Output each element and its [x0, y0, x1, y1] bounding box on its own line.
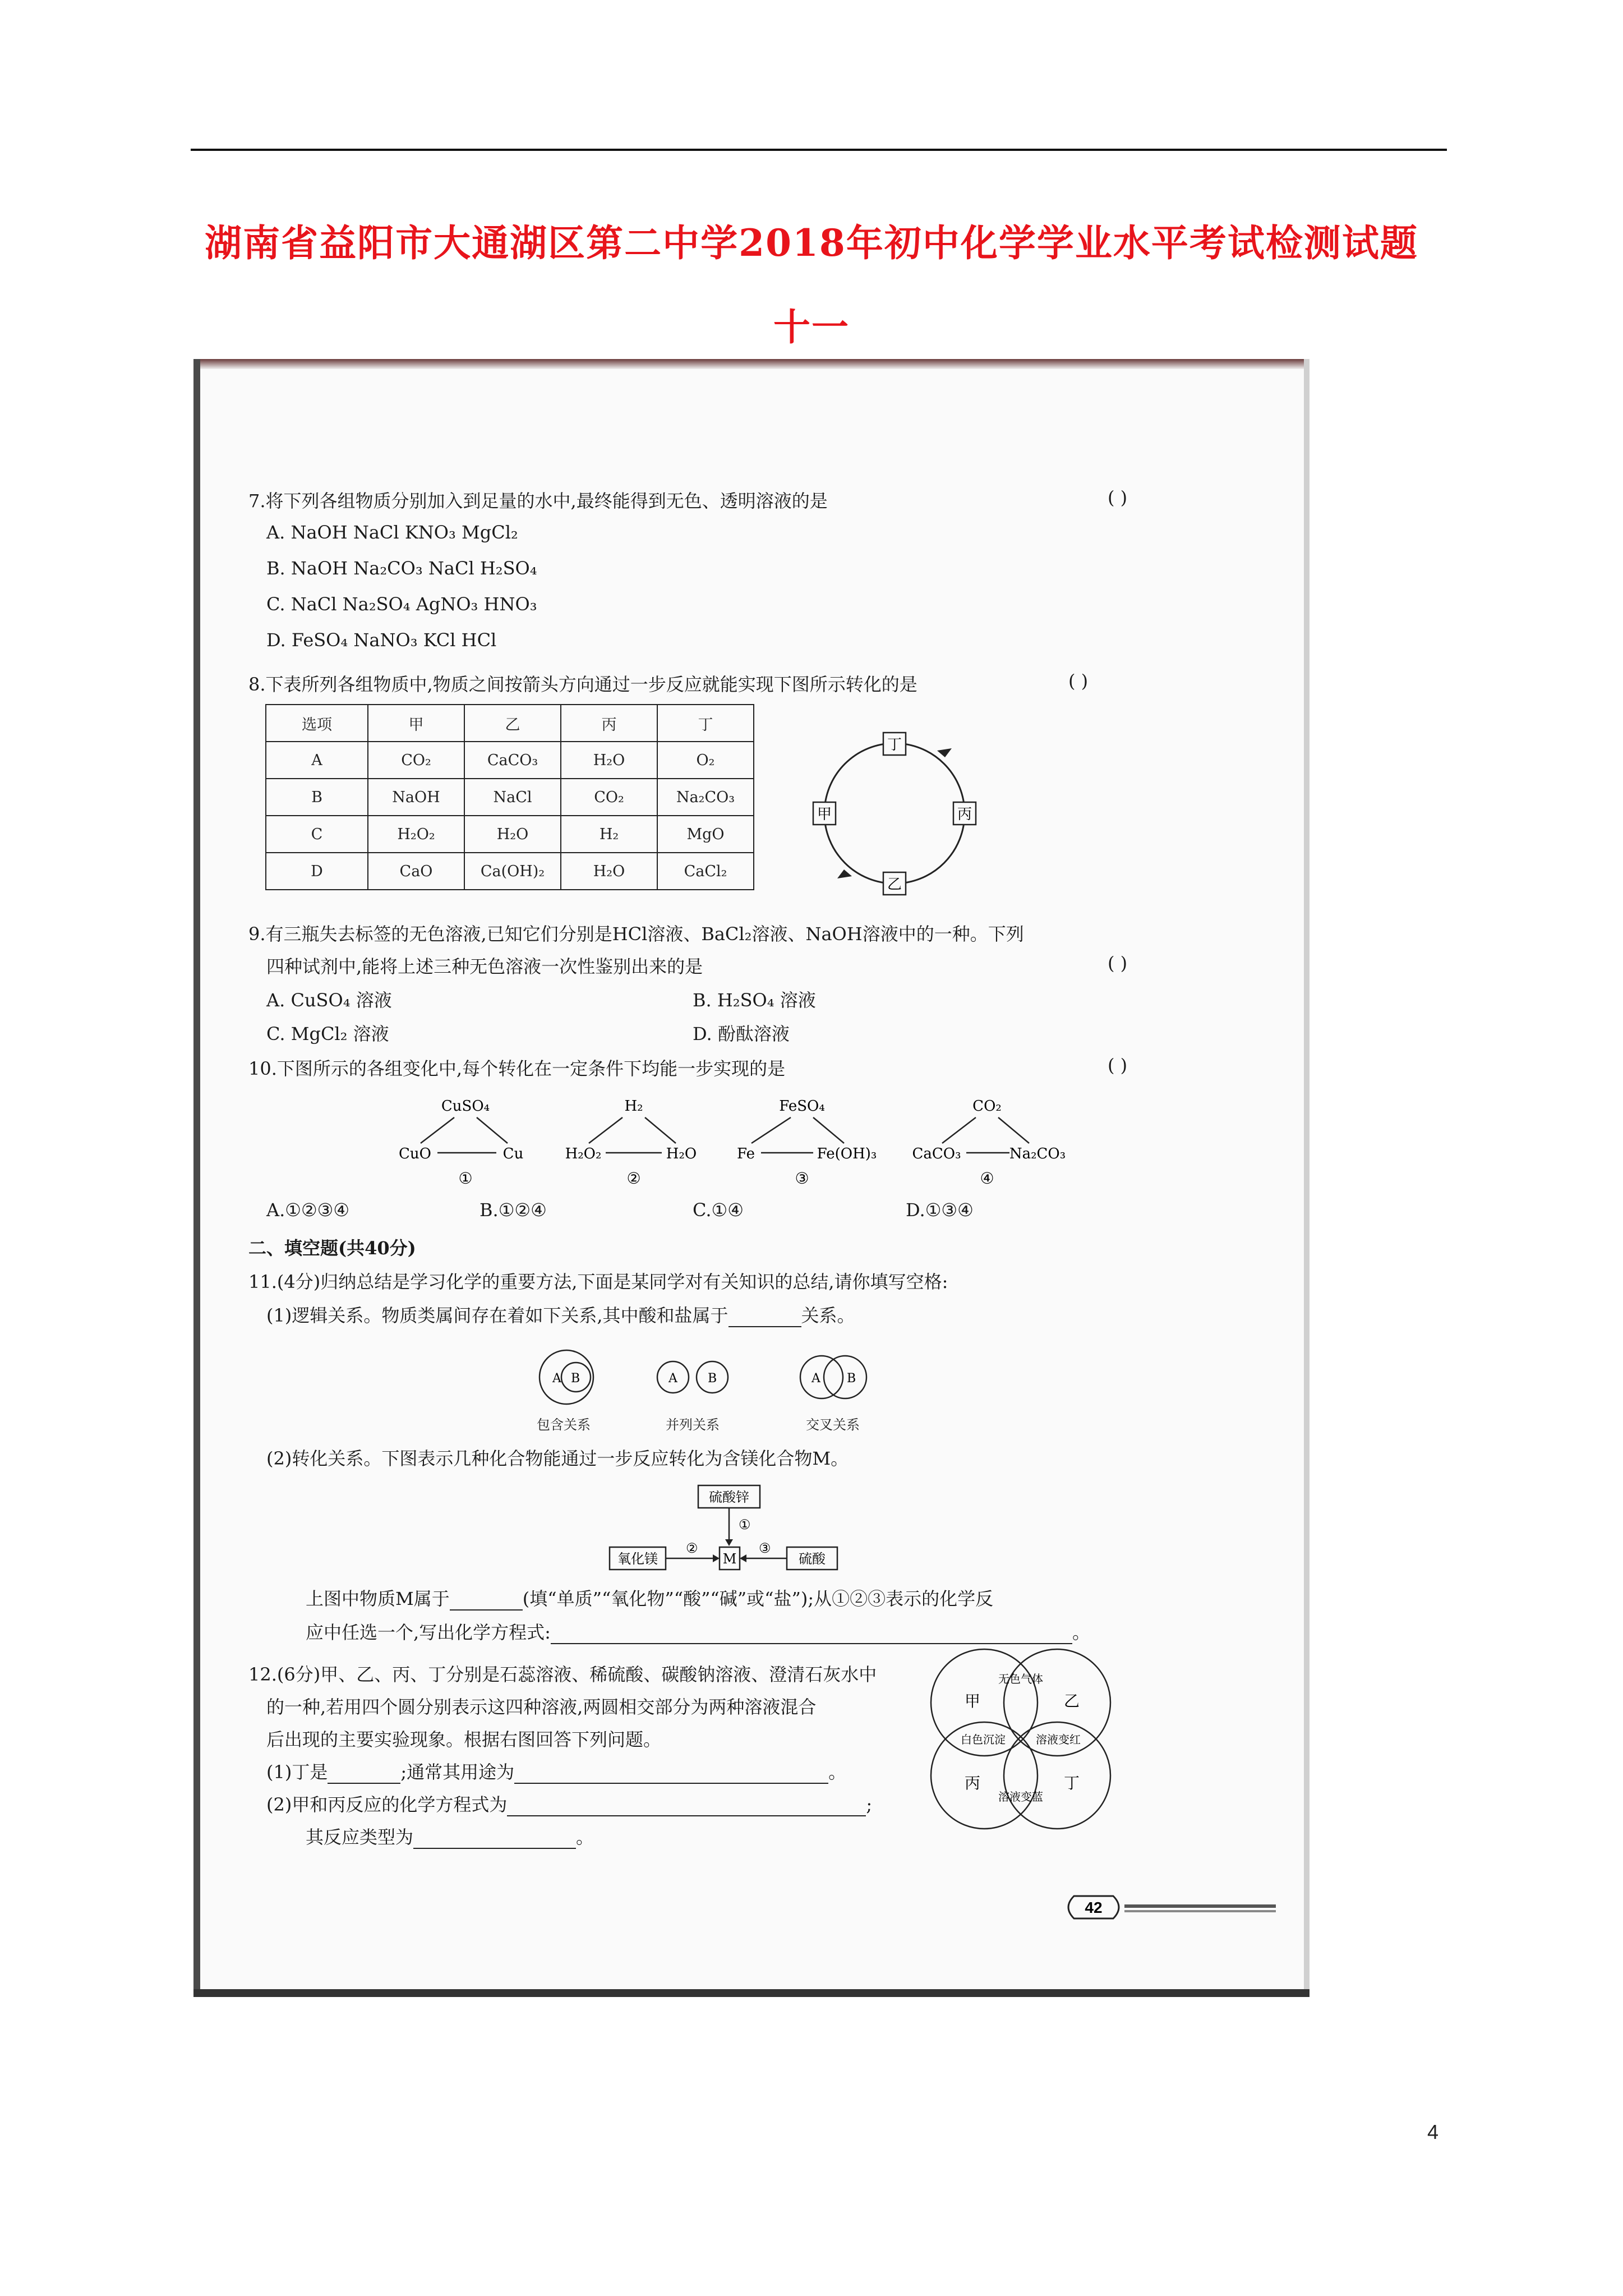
- rxn4-right: Na₂CO₃: [1009, 1145, 1066, 1162]
- table-cell: CO₂: [368, 742, 464, 779]
- q11-blank-1[interactable]: [728, 1305, 801, 1327]
- venn-inclusion: [519, 1346, 620, 1408]
- flow-label-top: 硫酸锌: [709, 1489, 749, 1505]
- cycle-label-right: 丙: [957, 806, 972, 823]
- cycle-label-bottom: 乙: [887, 876, 902, 893]
- page-number: 4: [1427, 2120, 1439, 2143]
- table-cell: H₂O: [561, 853, 657, 890]
- arrow-line: [477, 1117, 508, 1143]
- table-cell: H₂O: [464, 816, 561, 853]
- q8-table: [265, 704, 754, 890]
- rxn3-left: Fe: [736, 1145, 755, 1162]
- rxn3-right: Fe(OH)₃: [817, 1145, 877, 1162]
- rxn2-top: H₂: [624, 1098, 643, 1115]
- rxn2-number: ②: [626, 1169, 641, 1188]
- table-cell: CaCO₃: [464, 742, 561, 779]
- venn-overlap-top: 无色气体: [998, 1672, 1043, 1686]
- table-header-cell: 乙: [464, 705, 561, 742]
- table-cell: CaCl₂: [657, 853, 754, 890]
- table-cell: CO₂: [561, 779, 657, 816]
- header-rule: [191, 149, 1447, 151]
- venn-caption-parallel: 并列关系: [666, 1417, 720, 1433]
- q11-part3: [306, 1585, 993, 1611]
- q9-stem-cont: 四种试剂中,能将上述三种无色溶液一次性鉴别出来的是: [266, 956, 703, 977]
- table-cell: D: [266, 853, 368, 890]
- venn-overlap-right: 溶液变红: [1036, 1733, 1081, 1746]
- venn-intersection: [782, 1346, 883, 1408]
- q10-option-c: C.①④: [693, 1199, 744, 1221]
- q11-part1-text: (1)逻辑关系。物质类属间存在着如下关系,其中酸和盐属于: [266, 1305, 728, 1326]
- venn-circle: [540, 1350, 593, 1404]
- table-header-cell: 选项: [266, 705, 368, 742]
- venn-overlap-left: 白色沉淀: [961, 1733, 1006, 1746]
- page-badge-stripe: [1124, 1904, 1276, 1908]
- q12-blank-2[interactable]: [514, 1761, 828, 1784]
- page-title-number: 十一: [773, 305, 850, 349]
- table-cell: NaCl: [464, 779, 561, 816]
- q11-blank-2[interactable]: [450, 1588, 523, 1611]
- venn-label-jia: 甲: [965, 1692, 981, 1710]
- venn-circle: [824, 1356, 866, 1398]
- table-cell: H₂O₂: [368, 816, 464, 853]
- arrow-head: [725, 1539, 733, 1546]
- arrow-line: [751, 1117, 791, 1143]
- arrow-head: [740, 1554, 746, 1562]
- q8-answer-paren: ( ): [1068, 670, 1089, 692]
- arrow-line: [421, 1117, 454, 1143]
- rxn4-left: CaCO₃: [912, 1145, 961, 1162]
- table-cell: B: [266, 779, 368, 816]
- q12-venn-diagram: [917, 1638, 1124, 1846]
- flow-label-left: 氧化镁: [617, 1551, 658, 1567]
- q10-option-a: A.①②③④: [266, 1199, 350, 1221]
- table-cell: Na₂CO₃: [657, 779, 754, 816]
- venn-label-a: A: [668, 1372, 677, 1386]
- rxn1-right: Cu: [502, 1145, 524, 1162]
- scan-edge-left: [193, 359, 200, 1997]
- venn-caption-inclusion: 包含关系: [537, 1417, 591, 1433]
- q10-stem: 10.下图所示的各组变化中,每个转化在一定条件下均能一步实现的是: [248, 1058, 786, 1079]
- q7-stem: 7.将下列各组物质分别加入到足量的水中,最终能得到无色、透明溶液的是: [248, 490, 828, 512]
- arrow-line: [645, 1117, 676, 1143]
- q12-part1-tail: 。: [828, 1761, 847, 1783]
- arrow-line: [942, 1117, 976, 1143]
- q11-part1: [266, 1301, 855, 1327]
- venn-label-bing: 丙: [965, 1774, 981, 1792]
- q9-option-c: C. MgCl₂ 溶液: [266, 1023, 389, 1045]
- table-cell: C: [266, 816, 368, 853]
- q9-option-d: D. 酚酞溶液: [693, 1023, 790, 1045]
- q7-option-c: C. NaCl Na₂SO₄ AgNO₃ HNO₃: [266, 593, 537, 615]
- q10-reaction-2: [552, 1094, 721, 1189]
- scanned-page: [193, 359, 1310, 1997]
- q11-part3-tail: (填“单质”“氧化物”“酸”“碱”或“盐”);从①②③表示的化学反: [522, 1588, 994, 1609]
- q8-stem: 8.下表所列各组物质中,物质之间按箭头方向通过一步反应就能实现下图所示转化的是: [248, 674, 917, 695]
- cycle-label-top: 丁: [887, 737, 902, 753]
- q12-part2-tail: ;: [866, 1794, 873, 1815]
- q10-option-b: B.①②④: [479, 1199, 547, 1221]
- q7-option-b: B. NaOH Na₂CO₃ NaCl H₂SO₄: [266, 558, 537, 579]
- arrow-head: [937, 748, 952, 757]
- table-cell: H₂O: [561, 742, 657, 779]
- table-cell: O₂: [657, 742, 754, 779]
- venn-label-a: A: [552, 1372, 561, 1386]
- rxn4-number: ④: [980, 1169, 994, 1188]
- table-cell: H₂: [561, 816, 657, 853]
- q12-part3-text: 其反应类型为: [306, 1826, 414, 1848]
- q11-part4-tail: 。: [1072, 1622, 1090, 1643]
- rxn1-top: CuSO₄: [441, 1098, 490, 1115]
- q10-option-d: D.①③④: [906, 1199, 974, 1221]
- table-cell: NaOH: [368, 779, 464, 816]
- q10-reaction-3: [721, 1094, 889, 1189]
- table-row: [266, 779, 754, 816]
- cycle-label-left: 甲: [817, 806, 832, 823]
- rxn4-top: CO₂: [972, 1098, 1002, 1115]
- rxn1-number: ①: [458, 1169, 473, 1188]
- q12-line-2: 的一种,若用四个圆分别表示这四种溶液,两圆相交部分为两种溶液混合: [266, 1696, 817, 1718]
- venn-parallel: [642, 1346, 743, 1408]
- rxn3-number: ③: [795, 1169, 809, 1188]
- q12-line-3: 后出现的主要实验现象。根据右图回答下列问题。: [266, 1729, 662, 1750]
- table-cell: Ca(OH)₂: [464, 853, 561, 890]
- q12-part3-tail: 。: [576, 1826, 594, 1848]
- arrow-head: [837, 869, 852, 878]
- q9-stem: 9.有三瓶失去标签的无色溶液,已知它们分别是HCl溶液、BaCl₂溶液、NaOH溶液中的一种。下列: [248, 923, 1024, 945]
- q12-part1-text: (1)丁是: [266, 1761, 328, 1783]
- q11-part3-text: 上图中物质M属于: [306, 1588, 450, 1609]
- rxn2-right: H₂O: [666, 1145, 697, 1162]
- table-header-cell: 丁: [657, 705, 754, 742]
- scan-page-number: 42: [1085, 1899, 1103, 1916]
- arrow-line: [813, 1117, 844, 1143]
- q12-part1-mid: ;通常其用途为: [400, 1761, 515, 1783]
- q10-answer-paren: ( ): [1108, 1055, 1128, 1076]
- table-cell: A: [266, 742, 368, 779]
- venn-label-yi: 乙: [1064, 1692, 1080, 1710]
- venn-label-ding: 丁: [1064, 1774, 1080, 1792]
- flow-number-2: ②: [686, 1540, 698, 1556]
- q9-option-b: B. H₂SO₄ 溶液: [693, 990, 816, 1011]
- q12-blank-4[interactable]: [413, 1826, 576, 1849]
- q11-flow-diagram: [608, 1481, 844, 1576]
- table-header-row: [266, 705, 754, 742]
- page-badge-stripe: [1124, 1910, 1276, 1912]
- scan-page-badge: [1057, 1893, 1281, 1921]
- q12-part2: [266, 1791, 872, 1816]
- q12-part2-text: (2)甲和丙反应的化学方程式为: [266, 1794, 508, 1815]
- flow-label-right: 硫酸: [799, 1551, 826, 1567]
- flow-label-center: M: [722, 1551, 737, 1567]
- flow-number-3: ③: [759, 1540, 771, 1556]
- q12-blank-1[interactable]: [328, 1761, 400, 1784]
- q10-reaction-4: [906, 1094, 1074, 1189]
- q7-answer-paren: ( ): [1108, 487, 1128, 508]
- q12-part3: [306, 1823, 594, 1849]
- table-cell: MgO: [657, 816, 754, 853]
- venn-label-b: B: [708, 1372, 717, 1386]
- q11-stem: 11.(4分)归纳总结是学习化学的重要方法,下面是某同学对有关知识的总结,请你填写空格:: [248, 1271, 948, 1292]
- venn-label-b: B: [571, 1372, 580, 1386]
- table-row: [266, 816, 754, 853]
- table-row: [266, 853, 754, 890]
- q12-part1: [266, 1758, 846, 1784]
- q9-option-a: A. CuSO₄ 溶液: [266, 990, 392, 1011]
- rxn2-left: H₂O₂: [565, 1145, 602, 1162]
- page-title: 湖南省益阳市大通湖区第二中学2018年初中化学学业水平考试检测试题: [205, 221, 1418, 265]
- cycle-circle: [824, 743, 965, 884]
- q11-part2: (2)转化关系。下图表示几种化合物能通过一步反应转化为含镁化合物M。: [266, 1448, 849, 1469]
- q9-answer-paren: ( ): [1108, 953, 1128, 974]
- venn-label-a: A: [811, 1372, 820, 1386]
- q12-blank-3[interactable]: [507, 1794, 866, 1816]
- q7-option-a: A. NaOH NaCl KNO₃ MgCl₂: [266, 522, 518, 543]
- q11-part4-text: 应中任选一个,写出化学方程式:: [306, 1622, 551, 1643]
- table-cell: CaO: [368, 853, 464, 890]
- venn-label-b: B: [847, 1372, 856, 1386]
- arrow-line: [998, 1117, 1029, 1143]
- q11-part1-tail: 关系。: [801, 1305, 855, 1326]
- scan-edge-top: [193, 359, 1310, 369]
- venn-caption-intersection: 交叉关系: [806, 1417, 860, 1433]
- section-heading: 二、填空题(共40分): [248, 1237, 416, 1259]
- arrow-line: [589, 1117, 623, 1143]
- flow-number-1: ①: [739, 1517, 751, 1533]
- q8-cycle-diagram: [805, 724, 984, 903]
- scan-edge-bottom: [193, 1989, 1310, 1997]
- venn-circle: [800, 1356, 843, 1398]
- table-header-cell: 甲: [368, 705, 464, 742]
- table-row: [266, 742, 754, 779]
- rxn3-top: FeSO₄: [779, 1098, 825, 1115]
- rxn1-left: CuO: [399, 1145, 431, 1162]
- q10-reaction-1: [384, 1094, 552, 1189]
- table-header-cell: 丙: [561, 705, 657, 742]
- arrow-head: [713, 1554, 720, 1562]
- scan-edge-right: [1304, 359, 1310, 1997]
- q12-line-1: 12.(6分)甲、乙、丙、丁分别是石蕊溶液、稀硫酸、碳酸钠溶液、澄清石灰水中: [248, 1664, 877, 1685]
- q7-option-d: D. FeSO₄ NaNO₃ KCl HCl: [266, 629, 497, 651]
- venn-overlap-bottom: 溶液变蓝: [998, 1790, 1043, 1803]
